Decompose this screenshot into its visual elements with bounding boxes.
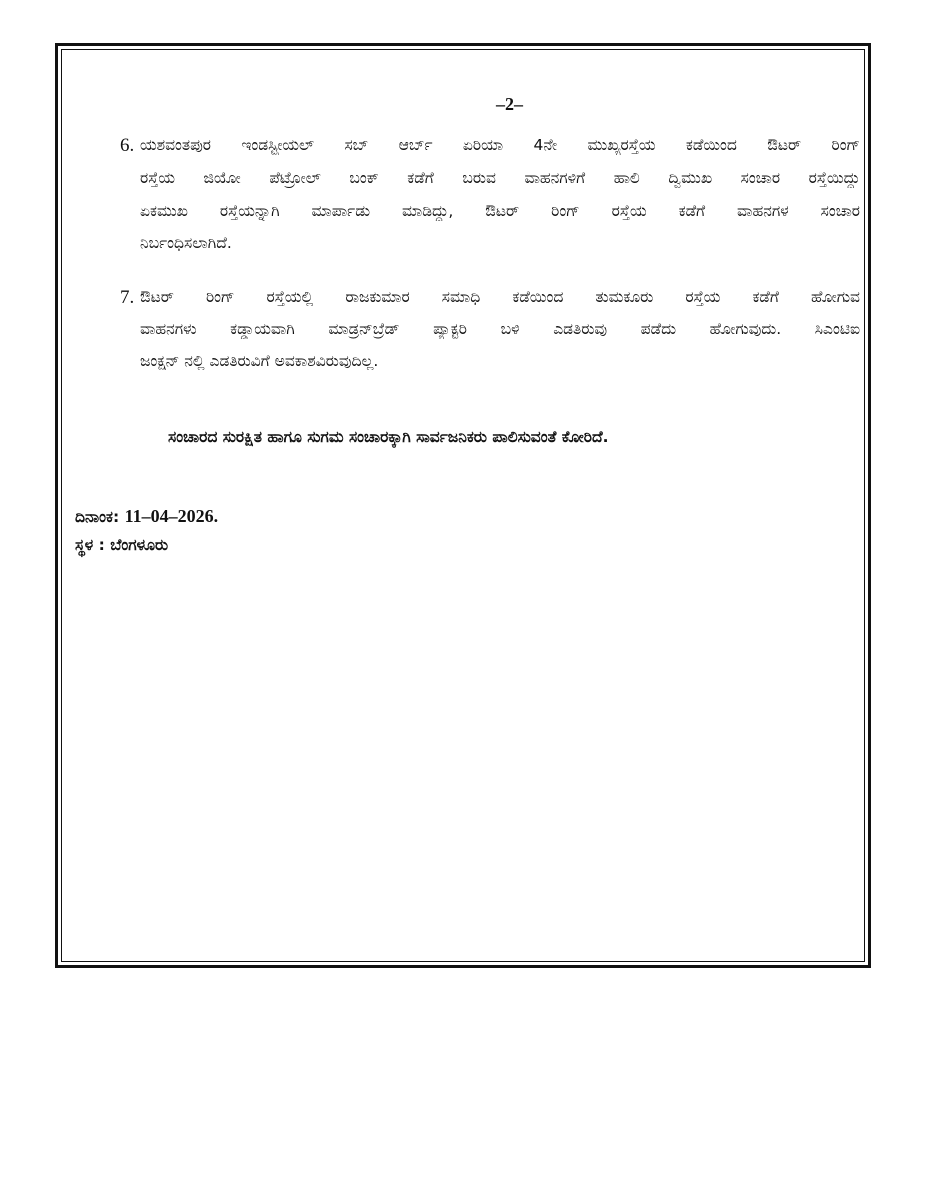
item-line: ಏಕಮುಖ ರಸ್ತೆಯನ್ನಾಗಿ ಮಾರ್ಪಾಡು ಮಾಡಿದ್ದು, ಔಟರ್ ರಿಂಗ್ ರಸ್ತೆಯ ಕಡೆಗೆ ವಾಹನಗಳ ಸಂಚಾರ [140,202,860,220]
item-line: ನಿರ್ಬಂಧಿಸಲಾಗಿದೆ. [140,234,232,252]
item-line: ವಾಹನಗಳು ಕಡ್ಡಾಯವಾಗಿ ಮಾಡ್ರನ್‌ಬ್ರೆಡ್ ಪ್ಯಾಕ್ಟರಿ ಬಳಿ ಎಡತಿರುವು ಪಡೆದು ಹೋಗುವುದು. ಸಿಎಂಟಿಐ [140,320,860,338]
item-line: ರಸ್ತೆಯ ಜಿಯೋ ಪೆಟ್ರೋಲ್ ಬಂಕ್ ಕಡೆಗೆ ಬರುವ ವಾಹನಗಳಿಗೆ ಹಾಲಿ ದ್ವಿಮುಖ ಸಂಚಾರ ರಸ್ತೆಯಿದ್ದು [140,169,860,187]
place-line [75,536,168,555]
item-number: 6. [120,135,135,156]
date-line [75,506,218,527]
page-number: –2– [496,94,523,114]
place-label: ಸ್ಥಳ : [75,536,105,554]
date-label: ದಿನಾಂಕ: [75,508,120,526]
item-line: ಔಟರ್ ರಿಂಗ್ ರಸ್ತೆಯಲ್ಲಿ ರಾಜಕುಮಾರ ಸಮಾಧಿ ಕಡೆಯಿಂದ ತುಮಕೂರು ರಸ್ತೆಯ ಕಡೆಗೆ ಹೋಗುವ [140,288,860,306]
place-value: ಬೆಂಗಳೂರು [110,536,169,554]
public-appeal: ಸಂಚಾರದ ಸುರಕ್ಷಿತ ಹಾಗೂ ಸುಗಮ ಸಂಚಾರಕ್ಕಾಗಿ ಸಾರ್ವಜನಿಕರು ಪಾಲಿಸುವಂತೆ ಕೋರಿದೆ. [168,428,609,446]
date-value: 11–04–2026. [124,506,219,526]
item-line: ಯಶವಂತಪುರ ಇಂಡಸ್ಟ್ರೀಯಲ್ ಸಬ್ ಆರ್ಬ್ ಏರಿಯಾ 4ನೇ ಮುಖ್ಯರಸ್ತೆಯ ಕಡೆಯಿಂದ ಔಟರ್ ರಿಂಗ್ [140,136,860,154]
item-line: ಜಂಕ್ಷನ್ ನಲ್ಲಿ ಎಡತಿರುವಿಗೆ ಅವಕಾಶವಿರುವುದಿಲ್ಲ. [140,352,379,370]
item-number: 7. [120,287,135,308]
